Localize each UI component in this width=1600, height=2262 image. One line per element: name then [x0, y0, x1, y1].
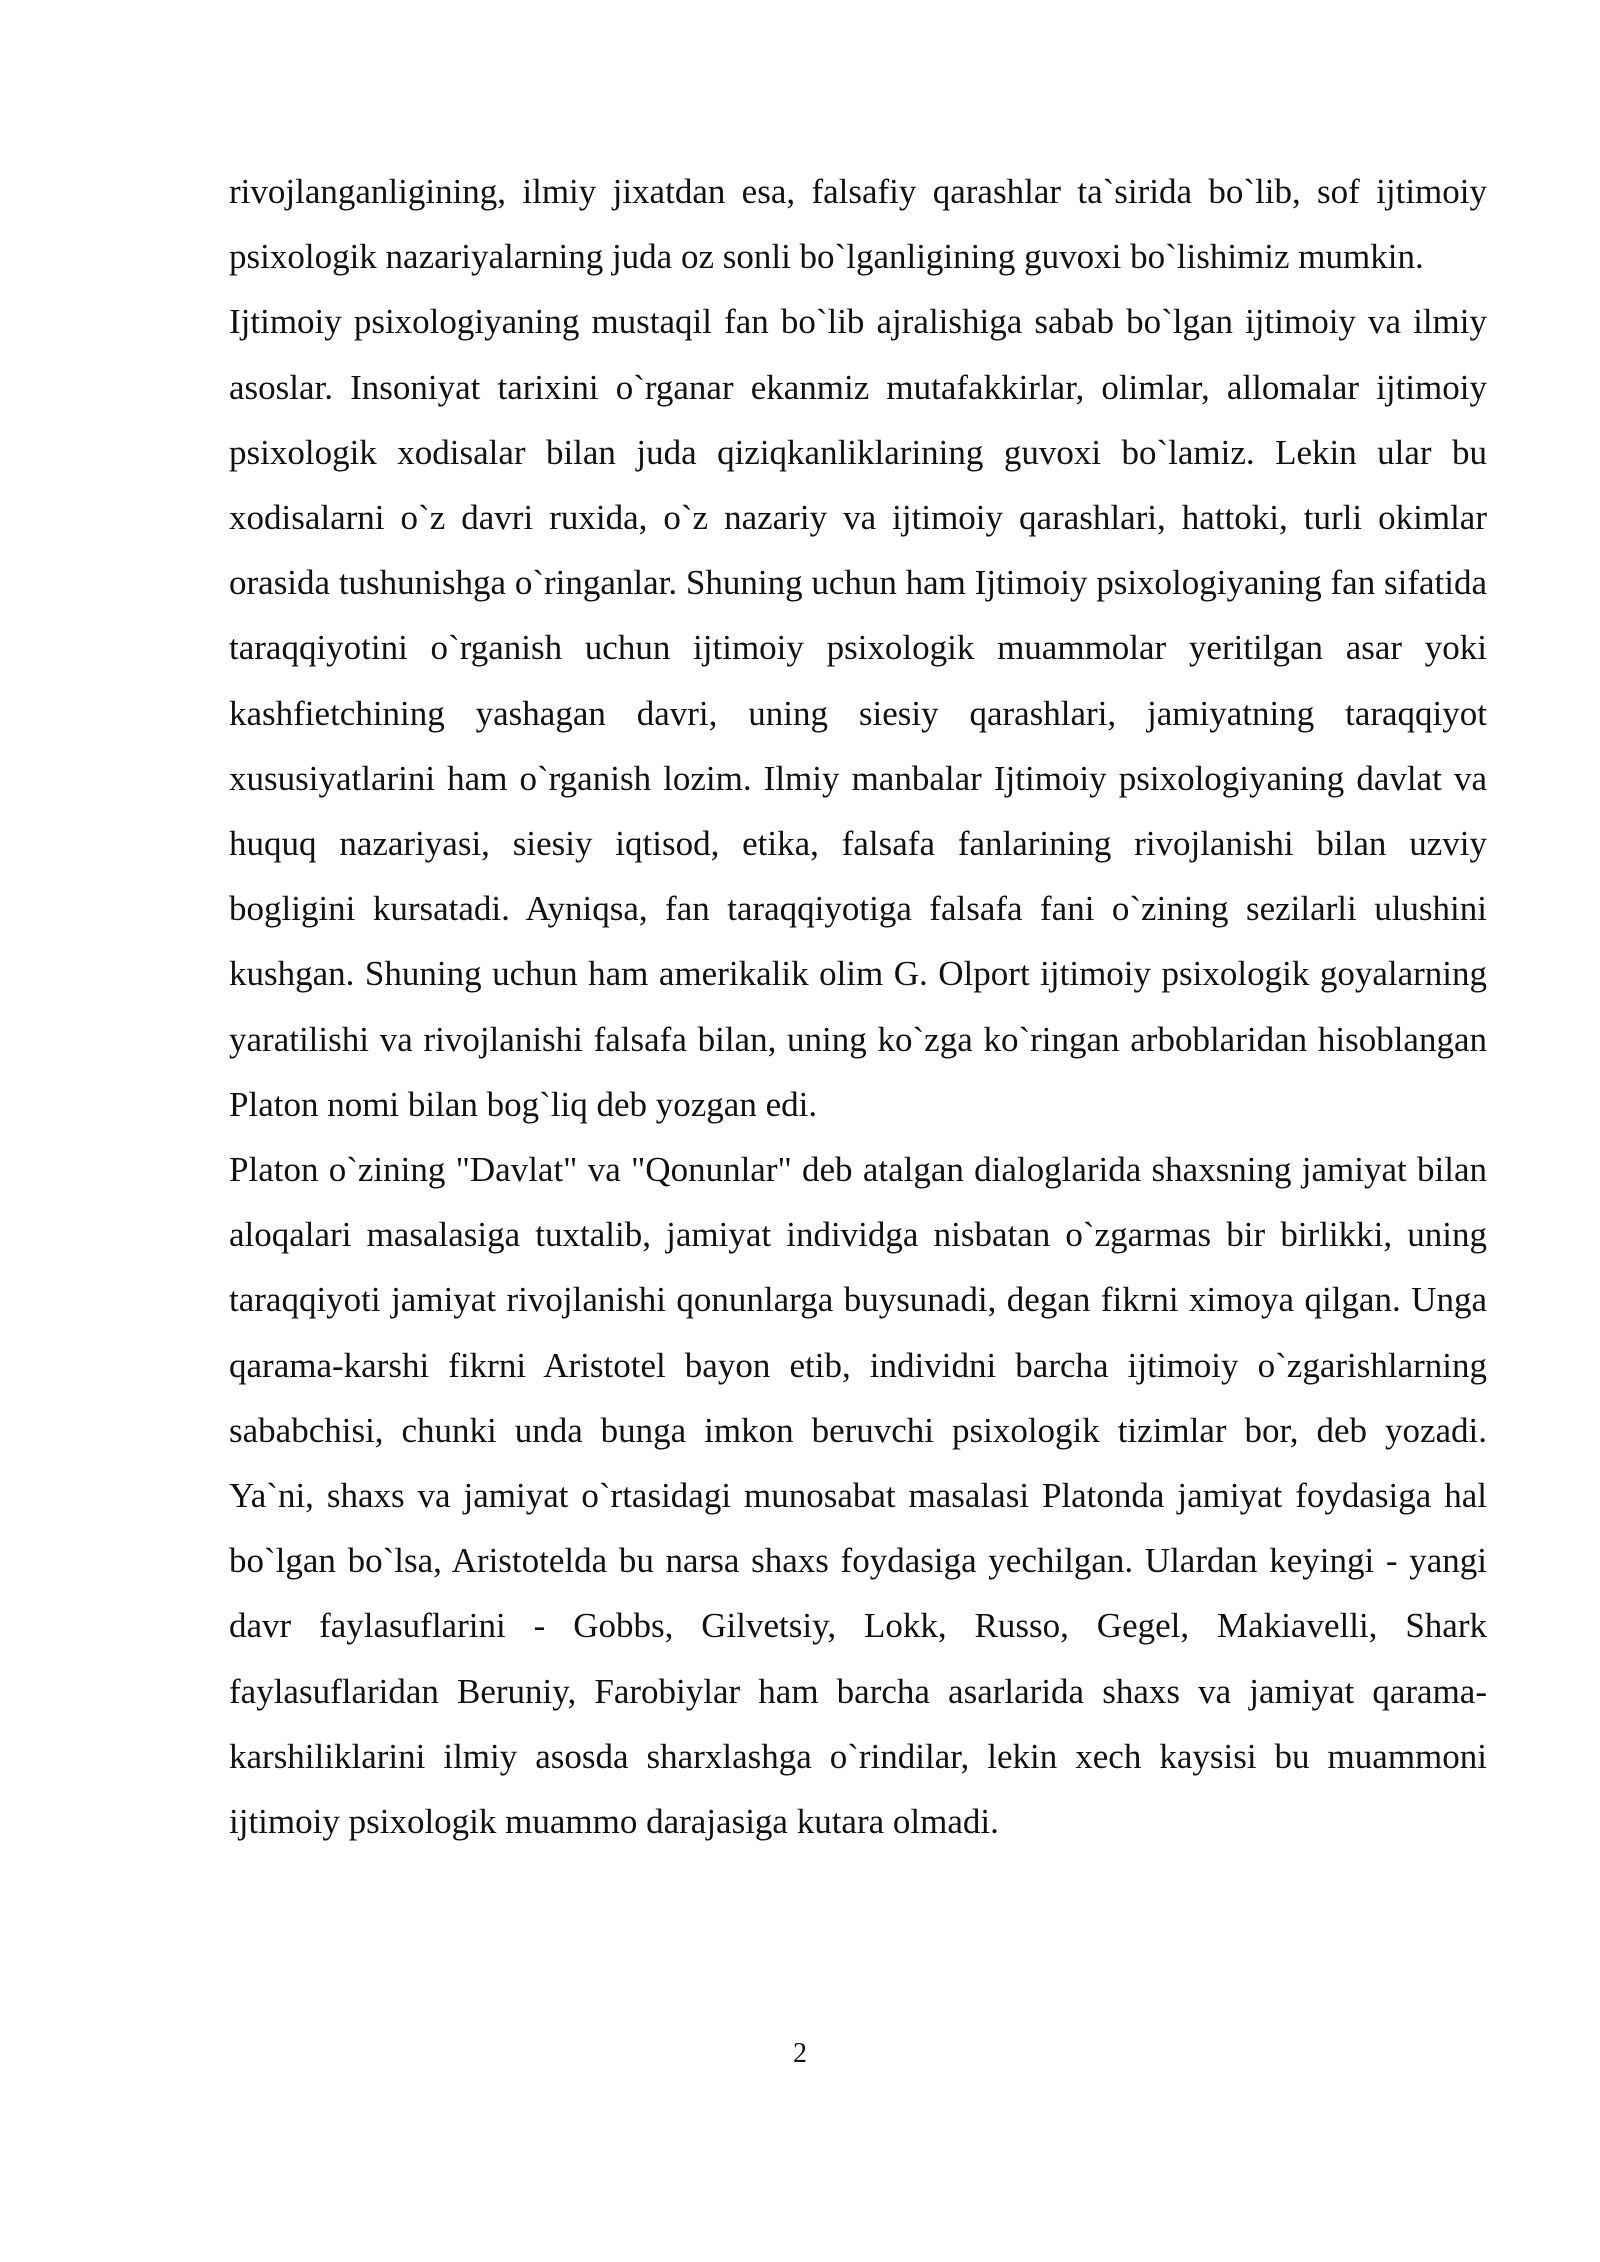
- paragraph-platon-aristotel: Platon o`zining "Davlat" va "Qonunlar" deb atalgan dialoglarida shaxsning jamiyat bilan aloqalari masalasiga tuxtalib, jamiyat individga nisbatan o`zgarmas bir birlikki, uning taraqqiyoti jamiyat rivojlanishi qonunlarga buysunadi, degan fikrni ximoya qilgan. Unga qarama-karshi fikrni Aristotel bayon etib, individni barcha ijtimoiy o`zgarishlarning sababchisi, chunki unda bunga imkon beruvchi psixologik tizimlar bor, deb yozadi. Ya`ni, shaxs va jamiyat o`rtasidagi munosabat masalasi Platonda jamiyat foydasiga hal bo`lgan bo`lsa, Aristotelda bu narsa shaxs foydasiga yechilgan. Ulardan keyingi - yangi davr faylasuflarini - Gobbs, Gilvetsiy, Lokk, Russo, Gegel, Makiavelli, Shark faylasuflaridan Beruniy, Farobiylar ham barcha asarlarida shaxs va jamiyat qarama-karshiliklarini ilmiy asosda sharxlashga o`rindilar, lekin xech kaysisi bu muammoni ijtimoiy psixologik muammo darajasiga kutara olmadi.: [229, 1150, 1487, 1842]
- page-number: 2: [793, 2038, 807, 2069]
- paragraph-intro-continuation: rivojlanganligining, ilmiy jixatdan esa, falsafiy qarashlar ta`sirida bo`lib, sof ijtimoiy psixologik nazariyalarning juda oz sonli bo`lganligining guvoxi bo`lishimiz mumkin.: [229, 172, 1487, 277]
- document-body: [229, 159, 1487, 1854]
- paragraph-social-scientific-foundations: Ijtimoiy psixologiyaning mustaqil fan bo`lib ajralishiga sabab bo`lgan ijtimoiy va ilmiy asoslar. Insoniyat tarixini o`rganar ekanmiz mutafakkirlar, olimlar, allomalar ijtimoiy psixologik xodisalar bilan juda qiziqkanliklarining guvoxi bo`lamiz. Lekin ular bu xodisalarni o`z davri ruxida, o`z nazariy va ijtimoiy qarashlari, hattoki, turli okimlar orasida tushunishga o`ringanlar. Shuning uchun ham Ijtimoiy psixologiyaning fan sifatida taraqqiyotini o`rganish uchun ijtimoiy psixologik muammolar yeritilgan asar yoki kashfietchining yashagan davri, uning siesiy qarashlari, jamiyatning taraqqiyot xususiyatlarini ham o`rganish lozim. Ilmiy manbalar Ijtimoiy psixologiyaning davlat va huquq nazariyasi, siesiy iqtisod, etika, falsafa fanlarining rivojlanishi bilan uzviy bogligini kursatadi. Ayniqsa, fan taraqqiyotiga falsafa fani o`zining sezilarli ulushini kushgan. Shuning uchun ham amerikalik olim G. Olport ijtimoiy psixologik goyalarning yaratilishi va rivojlanishi falsafa bilan, uning ko`zga ko`ringan arboblaridan hisoblangan Platon nomi bilan bog`liq deb yozgan edi.: [229, 302, 1487, 1124]
